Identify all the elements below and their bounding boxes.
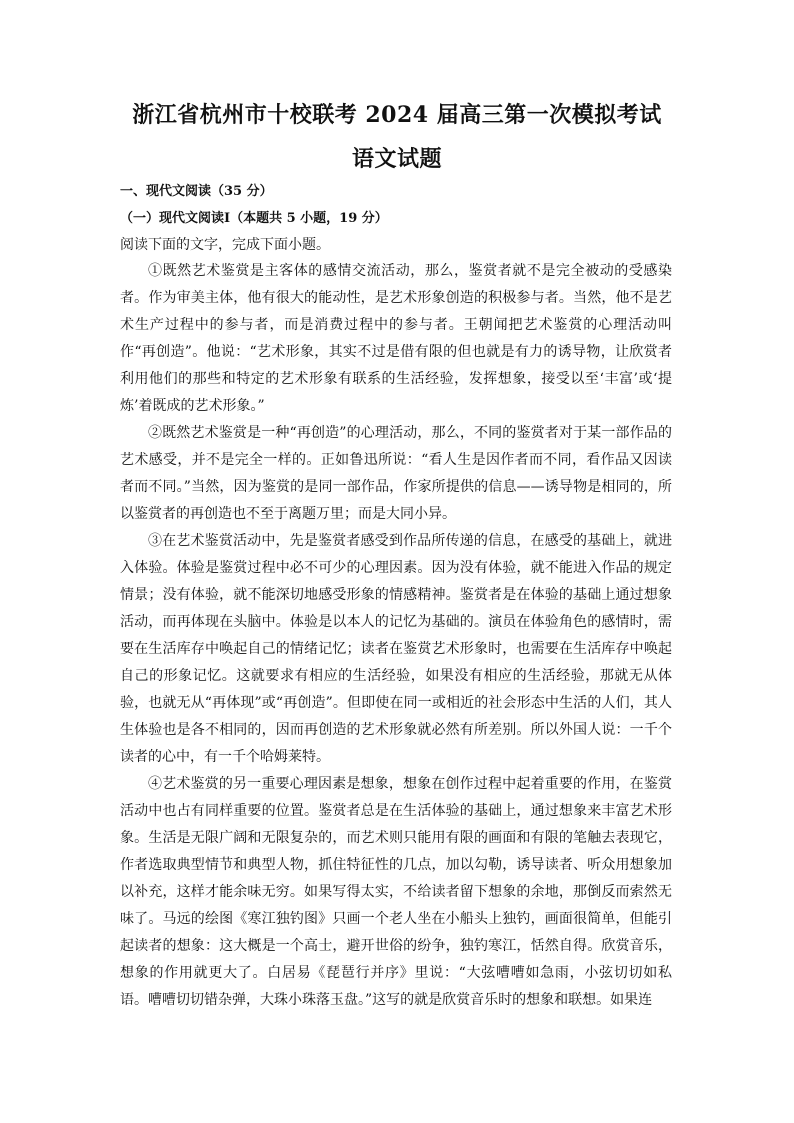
exam-title: 浙江省杭州市十校联考 2024 届高三第一次模拟考试	[132, 102, 662, 128]
passage-paragraph-4: ④艺术鉴赏的另一重要心理因素是想象，想象在创作过程中起着重要的作用，在鉴赏活动中也占有同样重要的位置。鉴赏者总是在生活体验的基础上，通过想象来丰富艺术形象。生活是无限广阔和无限复杂的，而艺术则只能用有限的画面和有限的笔触去表现它，作者选取典型情节和典型人物，抓住特征性的几点，加以勾勒，诱导读者、听众用想象加以补充，这样才能余味无穷。如果写得太实，不给读者留下想象的余地，那倒反而索然无味了。马远的绘图《寒江独钓图》只画一个老人坐在小船头上独钓，画面很简单，但能引起读者的想象：这大概是一个高士，避开世俗的纷争，独钓寒江，恬然自得。欣赏音乐，想象的作用就更大了。白居易《琵琶行并序》里说：“大弦嘈嘈如急雨，小弦切切如私语。嘈嘈切切错杂弹，大珠小珠落玉盘。”这写的就是欣赏音乐时的想象和联想。如果连	[120, 776, 672, 1008]
exam-subtitle: 语文试题	[351, 146, 442, 172]
passage-paragraph-3: ③在艺术鉴赏活动中，先是鉴赏者感受到作品所传递的信息，在感受的基础上，就进入体验。体验是鉴赏过程中必不可少的心理因素。因为没有体验，就不能进入作品的规定情景；没有体验，就不能深切地感受形象的情感精神。鉴赏者是在体验的基础上通过想象活动，而再体现在头脑中。体验是以本人的记忆为基础的。演员在体验角色的感情时，需要在生活库存中唤起自己的情绪记忆；读者在鉴赏艺术形象时，也需要在生活库存中唤起自己的形象记忆。这就要求有相应的生活经验，如果没有相应的生活经验，那就无从体验，也就无从“再体现”或“再创造”。但即使在同一或相近的社会形态中生活的人们，其人生体验也是各不相同的，因而再创造的艺术形象就必然有所差别。所以外国人说：一千个读者的心中，有一千个哈姆莱特。	[120, 533, 672, 765]
reading-passage	[120, 258, 672, 1014]
section-heading-part1: 一、现代文阅读（35 分）	[120, 184, 273, 199]
passage-paragraph-1: ①既然艺术鉴赏是主客体的感情交流活动，那么，鉴赏者就不是完全被动的受感染者。作为审美主体，他有很大的能动性，是艺术形象创造的积极参与者。当然，他不是艺术生产过程中的参与者，而是消费过程中的参与者。王朝闻把艺术鉴赏的心理活动叫作“再创造”。他说：“艺术形象，其实不过是借有限的但也就是有力的诱导物，让欣赏者利用他们的那些和特定的艺术形象有联系的生活经验，发挥想象，接受以至‘丰富’或‘提炼’着既成的艺术形象。”	[120, 263, 672, 414]
reading-instruction: 阅读下面的文字，完成下面小题。	[120, 237, 330, 253]
passage-paragraph-2: ②既然艺术鉴赏是一种“再创造”的心理活动，那么，不同的鉴赏者对于某一部作品的艺术感受，并不是完全一样的。正如鲁迅所说：“看人生是因作者而不同，看作品又因读者而不同。”当然，因为鉴赏的是同一部作品，作家所提供的信息——诱导物是相同的，所以鉴赏者的再创造也不至于离题万里；而是大同小异。	[120, 425, 672, 522]
section-heading-part1-1: （一）现代文阅读Ⅰ（本题共 5 小题，19 分）	[120, 211, 388, 226]
